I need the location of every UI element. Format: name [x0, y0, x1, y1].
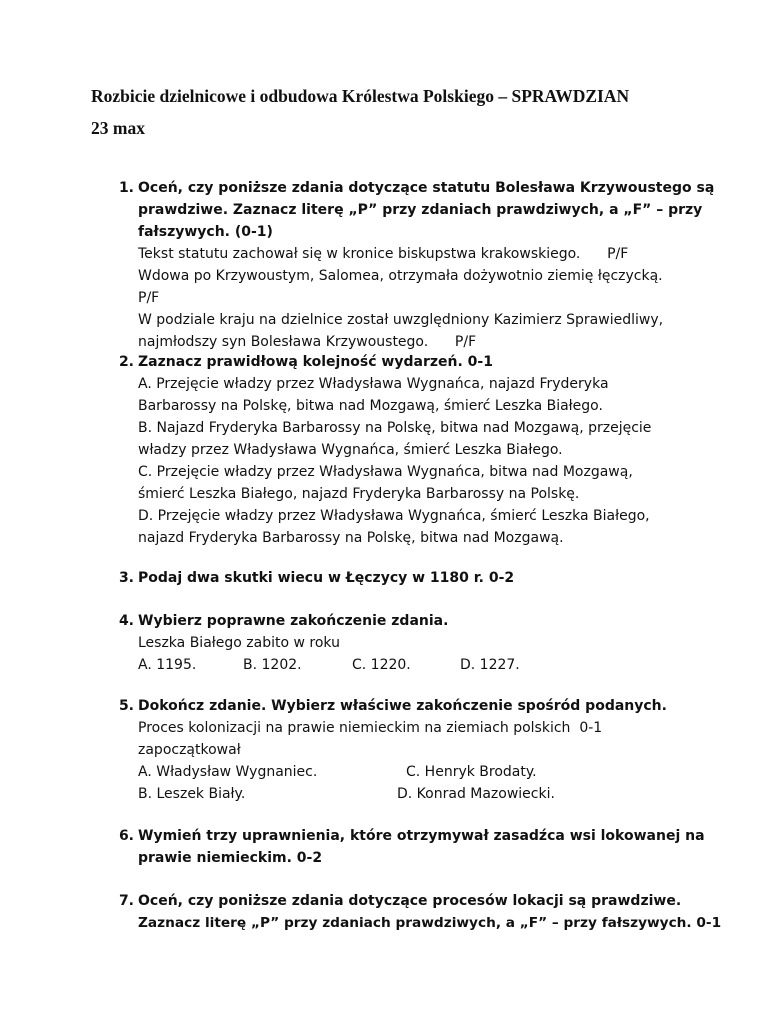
- question-prompt: fałszywych. (0-1): [138, 224, 273, 240]
- answer-option: władzy przez Władysława Wygnańca, śmierć Leszka Białego.: [138, 442, 563, 458]
- answer-option: D. Przejęcie władzy przez Władysława Wygnańca, śmierć Leszka Białego,: [138, 508, 650, 524]
- statement: P/F: [138, 290, 160, 306]
- question-number: 4.: [118, 613, 134, 629]
- statement: Tekst statutu zachował się w kronice biskupstwa krakowskiego. P/F: [138, 246, 629, 262]
- question-number: 7.: [118, 893, 134, 909]
- question-prompt: Zaznacz literę „P” przy zdaniach prawdziwych, a „F” – przy fałszywych. 0-1: [138, 915, 722, 931]
- sentence-start: Leszka Białego zabito w roku: [138, 635, 340, 651]
- question-prompt: Oceń, czy poniższe zdania dotyczące statutu Bolesława Krzywoustego są: [138, 180, 715, 196]
- answer-option: C. Przejęcie władzy przez Władysława Wygnańca, bitwa nad Mozgawą,: [138, 464, 633, 480]
- option-a: A. 1195.: [138, 657, 197, 673]
- options-row: [138, 761, 698, 783]
- answer-option: Barbarossy na Polskę, bitwa nad Mozgawą, śmierć Leszka Białego.: [138, 398, 603, 414]
- question-prompt: Oceń, czy poniższe zdania dotyczące procesów lokacji są prawdziwe.: [138, 893, 682, 909]
- question-prompt: prawdziwe. Zaznacz literę „P” przy zdaniach prawdziwych, a „F” – przy: [138, 202, 703, 218]
- option-c: C. 1220.: [352, 657, 411, 673]
- statement: W podziale kraju na dzielnice został uwzględniony Kazimierz Sprawiedliwy,: [138, 312, 664, 328]
- question-6: [118, 825, 705, 869]
- question-5: [118, 695, 698, 805]
- max-points: 23 max: [91, 118, 145, 138]
- answer-option: A. Przejęcie władzy przez Władysława Wygnańca, najazd Fryderyka: [138, 376, 609, 392]
- answer-option: B. Najazd Fryderyka Barbarossy na Polskę, bitwa nad Mozgawą, przejęcie: [138, 420, 652, 436]
- option-b: B. Leszek Biały.: [138, 786, 246, 802]
- question-number: 1.: [118, 180, 134, 196]
- question-prompt: Zaznacz prawidłową kolejność wydarzeń. 0-1: [138, 354, 493, 370]
- question-1: [118, 177, 715, 353]
- question-number: 2.: [118, 354, 134, 370]
- sentence-start: Proces kolonizacji na prawie niemieckim na ziemiach polskich 0-1: [138, 720, 603, 736]
- option-a: A. Władysław Wygnaniec.: [138, 764, 318, 780]
- option-b: B. 1202.: [243, 657, 302, 673]
- option-c: C. Henryk Brodaty.: [406, 764, 537, 780]
- question-prompt: Wymień trzy uprawnienia, które otrzymywał zasadźca wsi lokowanej na: [138, 828, 705, 844]
- question-number: 3.: [118, 570, 134, 586]
- statement: Wdowa po Krzywoustym, Salomea, otrzymała dożywotnio ziemię łęczycką.: [138, 268, 663, 284]
- question-prompt: Wybierz poprawne zakończenie zdania.: [138, 613, 449, 629]
- options-row: [138, 783, 698, 805]
- question-4: [118, 610, 698, 676]
- answer-option: najazd Fryderyka Barbarossy na Polskę, bitwa nad Mozgawą.: [138, 530, 564, 546]
- question-7: [118, 890, 722, 934]
- question-number: 6.: [118, 828, 134, 844]
- sentence-start: zapoczątkował: [138, 742, 241, 758]
- question-number: 5.: [118, 698, 134, 714]
- question-3: [118, 567, 698, 589]
- question-prompt: Dokończ zdanie. Wybierz właściwe zakończenie spośród podanych.: [138, 698, 667, 714]
- option-d: D. 1227.: [460, 657, 520, 673]
- test-title: Rozbicie dzielnicowe i odbudowa Królestwa Polskiego – SPRAWDZIAN: [91, 86, 630, 106]
- answer-option: śmierć Leszka Białego, najazd Fryderyka Barbarossy na Polskę.: [138, 486, 580, 502]
- question-prompt: prawie niemieckim. 0-2: [138, 850, 323, 866]
- statement: najmłodszy syn Bolesława Krzywoustego. P/F: [138, 334, 477, 350]
- question-2: [118, 351, 698, 549]
- option-d: D. Konrad Mazowiecki.: [397, 786, 555, 802]
- question-prompt: Podaj dwa skutki wiecu w Łęczycy w 1180 r. 0-2: [138, 570, 515, 586]
- options-row: [138, 654, 698, 676]
